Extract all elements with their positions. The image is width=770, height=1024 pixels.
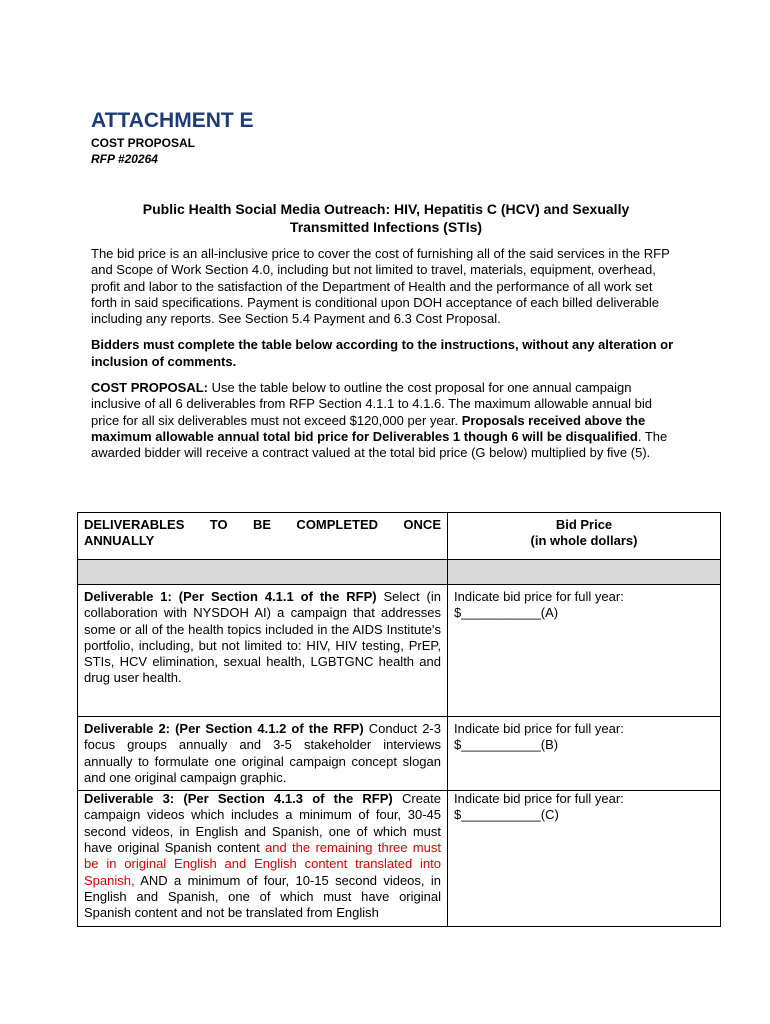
bid-price-a-field[interactable]: $___________(A) — [454, 605, 559, 621]
document-title-line2: Transmitted Infections (STIs) — [289, 219, 483, 235]
deliverable-1-label: Deliverable 1: (Per Section 4.1.1 of the RFP) — [84, 589, 377, 604]
table-row — [78, 717, 721, 791]
header-bid-price-cell — [448, 513, 721, 560]
rfp-number: RFP #20264 — [91, 152, 158, 166]
header-bid-price: Bid Price — [555, 517, 613, 532]
attachment-title: ATTACHMENT E — [91, 109, 254, 132]
instruction-paragraph: Bidders must complete the table below according to the instructions, without any alteration or inclusion of comments. — [91, 337, 674, 369]
bid-price-b-field[interactable]: $___________(B) — [454, 737, 559, 753]
cost-proposal-label: COST PROPOSAL: — [91, 380, 209, 396]
deliverable-1-text: Select (in collaboration with NYSDOH AI) a campaign that addresses some or all of the health topics included in the AIDS Institute's portfolio, including, but not limited to: HIV, HIV testing, PrEP, STIs, HCV elimination, sexual health, LGBTGNC health and drug user health. — [84, 589, 441, 686]
bid-price-b-cell — [448, 717, 721, 791]
header-deliverables-line2: ANNUALLY — [84, 533, 155, 549]
intro-paragraph: The bid price is an all-inclusive price to cover the cost of furnishing all of the said services in the RFP and Scope of Work Section 4.0, including but not limited to travel, materials, equipment, overhead, profit and labor to the satisfaction of the Department of Health and the performance of all work set forth in said specifications. Payment is conditional upon DOH acceptance of each billed deliverable including any reports. See Section 5.4 Payment and 6.3 Cost Proposal. — [91, 246, 670, 327]
cost-proposal-text: Use the table below to outline the cost proposal for one annual campaign inclusive of all 6 deliverables from RFP Section 4.1.1 to 4.1.6. The maximum allowable annual bid price for all six deliverables must not exceed $120,000 per year. — [91, 380, 652, 428]
bid-price-c-instruction: Indicate bid price for full year: — [454, 791, 624, 807]
deliverable-1-cell — [78, 585, 448, 717]
deliverable-3-cell — [78, 791, 448, 926]
document-title — [91, 200, 681, 236]
deliverable-2-cell — [78, 717, 448, 791]
cost-proposal-warning: Proposals received above the maximum allowable annual total bid price for Deliverables 1 though 6 will be disqualified — [91, 412, 646, 444]
header-whole-dollars: (in whole dollars) — [530, 533, 638, 549]
document-page — [91, 108, 681, 472]
document-title-line1: Public Health Social Media Outreach: HIV, Hepatitis C (HCV) and Sexually — [142, 201, 630, 217]
header-deliverables-line1: DELIVERABLES TO BE COMPLETED ONCE — [84, 517, 441, 532]
table-row — [78, 791, 721, 926]
bid-price-a-cell — [448, 585, 721, 717]
bid-price-b-instruction: Indicate bid price for full year: — [454, 721, 624, 736]
deliverable-3-red-text: and the remaining three must be in original English and English content translated into Spanish, — [84, 840, 441, 888]
cost-proposal-paragraph — [91, 380, 681, 461]
deliverable-2-label: Deliverable 2: (Per Section 4.1.2 of the RFP) — [84, 721, 364, 736]
table-shaded-row — [78, 560, 721, 585]
table-row — [78, 585, 721, 717]
bid-price-c-field[interactable]: $___________(C) — [454, 807, 559, 823]
deliverable-3-label: Deliverable 3: (Per Section 4.1.3 of the RFP) — [84, 791, 393, 807]
cost-proposal-subtitle: COST PROPOSAL — [91, 136, 196, 150]
deliverable-2-text: Conduct 2-3 focus groups annually and 3-5 stakeholder interviews annually to formulate one original campaign concept slogan and one original campaign graphic. — [84, 721, 441, 785]
header-deliverables-cell — [78, 513, 448, 560]
bid-price-c-cell — [448, 791, 721, 926]
deliverable-3-text: Create campaign videos which includes a minimum of four, 30-45 second videos, in English and Spanish, one of which must have original Spanish content — [84, 791, 441, 856]
shaded-cell-left — [78, 560, 448, 585]
cost-table — [77, 512, 721, 927]
table-header-row — [78, 513, 721, 560]
shaded-cell-right — [448, 560, 721, 585]
deliverable-3-text-end: AND a minimum of four, 10-15 second videos, in English and Spanish, one of which must have original Spanish content and not be translated from English — [84, 872, 441, 921]
cost-proposal-text-end: . The awarded bidder will receive a contract valued at the total bid price (G below) multiplied by five (5). — [91, 428, 668, 461]
bid-price-a-instruction: Indicate bid price for full year: — [454, 589, 624, 604]
